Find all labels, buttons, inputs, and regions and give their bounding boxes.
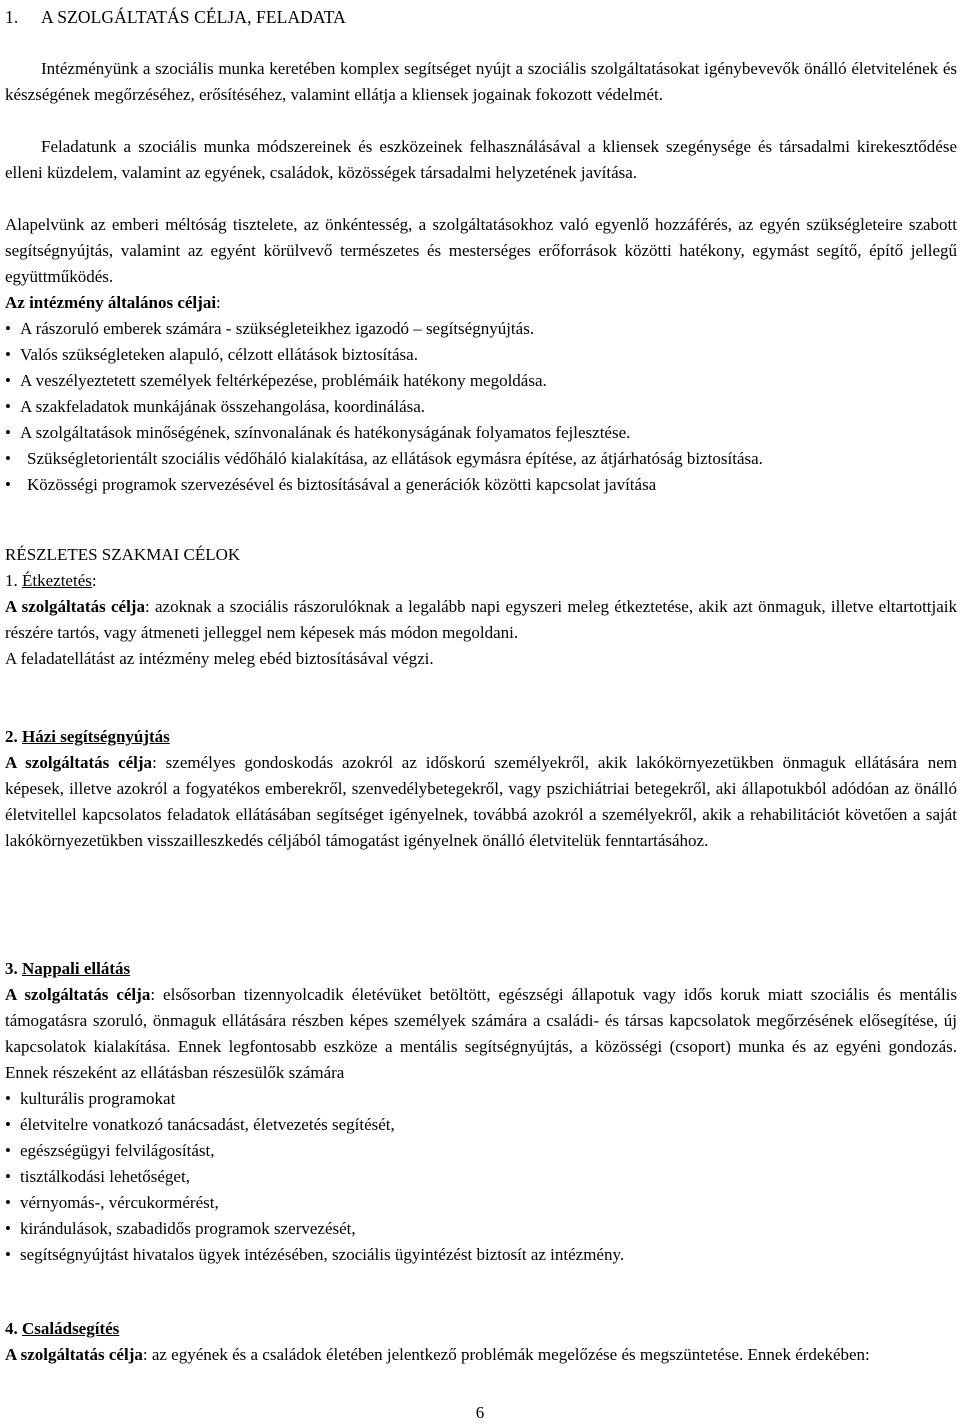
general-goals xyxy=(5,290,957,498)
intro-paragraph-3: Alapelvünk az emberi méltóság tisztelete, az önkéntesség, a szolgáltatásokhoz való egyenlő hozzáférés, az egyén szükségleteire szabott segítségnyújtás, valamint az egyént körülvevő természetes és mesterséges erőforrások közötti hatékony, egymást segítő, építő jellegű együttműködés. xyxy=(5,215,957,286)
service-item xyxy=(5,1164,957,1190)
service-item xyxy=(5,1216,957,1242)
section-2-goal-text: személyes gondoskodás azokról az időskorú személyekről, akik lakókörnyezetükben önmaguk ellátására nem képesek, illetve azokról a fogyatékos emberekről, szenvedélybetegekről, vagy pszichiátriai betegekről, aki állapotukból adódóan az önálló életvitellel kapcsolatos feladatok ellátásában segítséget igényelnek, továbbá azokról a személyekről, akik a rehabilitációt követően a saját lakókörnyezetükben visszailleszkedés céljából támogatást igényelnek önálló életvitelük fenntartásához. xyxy=(5,753,958,850)
section-3-goal xyxy=(5,982,957,1086)
bullet-icon: • xyxy=(5,319,11,338)
section-4 xyxy=(5,1316,957,1368)
section-1-title-text: Étkeztetés xyxy=(22,571,92,590)
general-goals-title-colon: : xyxy=(216,293,221,312)
goal-item-text: A rászoruló emberek számára - szükségleteikhez igazodó – segítségnyújtás. xyxy=(20,319,535,338)
bullet-icon: • xyxy=(5,1245,11,1264)
goal-item xyxy=(5,368,957,394)
intro-block xyxy=(5,56,957,108)
detailed-goals-title: RÉSZLETES SZAKMAI CÉLOK xyxy=(5,545,241,564)
goal-colon: : xyxy=(142,1345,148,1364)
service-item-text: segítségnyújtást hivatalos ügyek intézésében, szociális ügyintézést biztosít az intézmény. xyxy=(20,1245,625,1264)
heading-title: A SZOLGÁLTATÁS CÉLJA, FELADATA xyxy=(41,7,346,27)
bullet-icon: • xyxy=(5,449,11,468)
goal-label: A szolgáltatás célja xyxy=(5,1345,143,1364)
goal-item-text: Közösségi programok szervezésével és biztosításával a generációk közötti kapcsolat javítása xyxy=(27,475,657,494)
goal-item-text: A szolgáltatások minőségének, színvonalának és hatékonyságának folyamatos fejlesztése. xyxy=(20,423,631,442)
service-item-text: egészségügyi felvilágosítást, xyxy=(20,1141,215,1160)
goal-colon: : xyxy=(152,753,157,772)
page-title xyxy=(5,4,957,30)
goal-item xyxy=(5,342,957,368)
section-2-title xyxy=(5,724,957,750)
bullet-icon: • xyxy=(5,1219,11,1238)
goal-item-text: A szakfeladatok munkájának összehangolása, koordinálása. xyxy=(20,397,426,416)
bullet-icon: • xyxy=(5,1193,11,1212)
general-goals-title xyxy=(5,290,957,316)
section-3 xyxy=(5,956,957,1268)
section-1-note: A feladatellátást az intézmény meleg ebéd biztosításával végzi. xyxy=(5,649,434,668)
section-1-colon: : xyxy=(91,571,97,590)
goal-label: A szolgáltatás célja xyxy=(5,597,145,616)
intro-block-2 xyxy=(5,134,957,186)
goal-item xyxy=(5,316,957,342)
goal-item xyxy=(5,446,957,472)
service-item xyxy=(5,1138,957,1164)
goal-label: A szolgáltatás célja xyxy=(5,753,153,772)
section-1-goal-text: azoknak a szociális rászorulóknak a legalább napi egyszeri meleg étkeztetése, akik azt önmaguk, illetve eltartottjaik részére tartós, vagy átmeneti jelleggel nem képesek más módon megoldani. xyxy=(5,597,958,642)
bullet-icon: • xyxy=(5,1089,11,1108)
goal-item xyxy=(5,394,957,420)
section-heading xyxy=(5,4,957,30)
heading-number: 1. xyxy=(5,7,19,27)
page-number: 6 xyxy=(475,1403,485,1422)
intro-paragraph-1: Intézményünk a szociális munka keretében komplex segítséget nyújt a szociális szolgáltatásokat igénybevevők önálló életvitelének és készségének megőrzéséhez, erősítéséhez, valamint ellátja a kliensek jogainak fokozott védelmét. xyxy=(5,59,957,104)
section-4-goal xyxy=(5,1342,957,1368)
service-item-text: tisztálkodási lehetőséget, xyxy=(20,1167,190,1186)
bullet-icon: • xyxy=(5,475,11,494)
section-1 xyxy=(5,568,957,672)
service-item-text: kirándulások, szabadidős programok szervezését, xyxy=(20,1219,356,1238)
bullet-icon: • xyxy=(5,423,11,442)
section-1-number: 1. xyxy=(5,571,18,590)
section-4-number: 4. xyxy=(5,1319,18,1338)
service-item-text: vérnyomás-, vércukormérést, xyxy=(20,1193,219,1212)
section-4-title-text: Családsegítés xyxy=(22,1319,120,1338)
general-goals-title-text: Az intézmény általános céljai xyxy=(5,293,217,312)
service-item xyxy=(5,1242,957,1268)
goal-label: A szolgáltatás célja xyxy=(5,985,151,1004)
section-2 xyxy=(5,724,957,854)
intro-paragraph-2: Feladatunk a szociális munka módszereinek és eszközeinek felhasználásával a kliensek szegénysége és társadalmi kirekesztődése elleni küzdelem, valamint az egyének, családok, közösségek társadalmi helyzetének javítása. xyxy=(5,137,957,182)
section-3-number: 3. xyxy=(5,959,18,978)
goal-colon: : xyxy=(150,985,156,1004)
goal-item xyxy=(5,472,957,498)
service-item xyxy=(5,1112,957,1138)
goal-item-text: A veszélyeztetett személyek feltérképezése, problémáik hatékony megoldása. xyxy=(20,371,547,390)
section-1-goal xyxy=(5,594,957,646)
section-1-title xyxy=(5,568,957,594)
section-3-title-text: Nappali ellátás xyxy=(22,959,131,978)
section-3-title xyxy=(5,956,957,982)
service-item-text: életvitelre vonatkozó tanácsadást, életvezetés segítését, xyxy=(20,1115,395,1134)
goal-item-text: Valós szükségleteken alapuló, célzott ellátások biztosítása. xyxy=(20,345,418,364)
intro-block-3 xyxy=(5,212,957,290)
goal-item xyxy=(5,420,957,446)
goal-item-text: Szükségletorientált szociális védőháló kialakítása, az ellátások egymásra építése, az átjárhatóság biztosítása. xyxy=(27,449,763,468)
bullet-icon: • xyxy=(5,1141,11,1160)
goal-colon: : xyxy=(144,597,150,616)
section-3-goal-text: elsősorban tizennyolcadik életévüket betöltött, egészségi állapotuk vagy idős koruk miatt szociális és mentális támogatásra szoruló, önmaguk ellátására részben képes személyek számára a családi- és társas kapcsolatok megőrzésének elősegítése, új kapcsolatok kialakítása. Ennek legfontosabb eszköze a mentális segítségnyújtás, a közösségi (csoport) munka és az egyéni gondozás. Ennek részeként az ellátásban részesülők számára xyxy=(5,985,958,1082)
bullet-icon: • xyxy=(5,397,11,416)
bullet-icon: • xyxy=(5,345,11,364)
detailed-goals-heading xyxy=(5,542,957,568)
bullet-icon: • xyxy=(5,1115,11,1134)
section-2-number: 2. xyxy=(5,727,18,746)
service-item-text: kulturális programokat xyxy=(20,1089,176,1108)
section-2-title-text: Házi segítségnyújtás xyxy=(22,727,170,746)
section-4-title xyxy=(5,1316,957,1342)
bullet-icon: • xyxy=(5,371,11,390)
service-item xyxy=(5,1190,957,1216)
service-item xyxy=(5,1086,957,1112)
bullet-icon: • xyxy=(5,1167,11,1186)
section-4-goal-text: az egyének és a családok életében jelentkező problémák megelőzése és megszüntetése. Ennek érdekében: xyxy=(151,1345,870,1364)
section-2-goal xyxy=(5,750,957,854)
